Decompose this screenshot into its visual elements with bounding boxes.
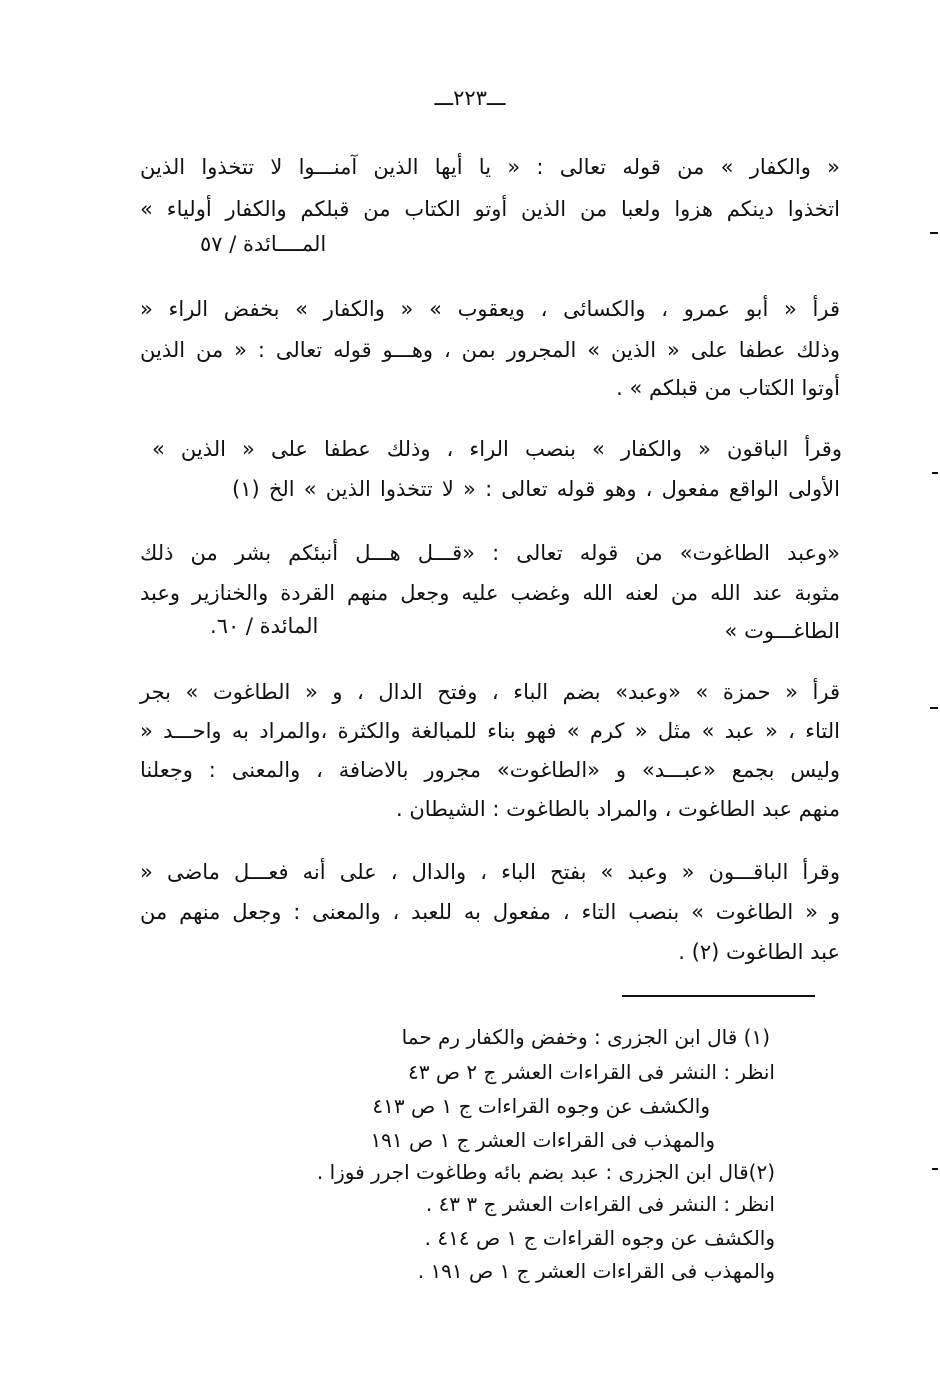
footnote-line: والكشف عن وجوه القراءات ج ١ ص ٤١٤ . [424, 1226, 775, 1250]
body-line: منهم عبد الطاغوت ، والمراد بالطاغوت : الشيطان . [395, 797, 840, 821]
body-line: قرأ « حمزة » «وعبد» بضم الباء ، وفتح الدال ، و « الطاغوت » بجر [140, 680, 840, 704]
footnote-line: انظر : النشر فى القراءات العشر ج ٢ ص ٤٣ [408, 1060, 775, 1084]
body-line: قرأ « أبو عمرو ، والكسائى ، ويعقوب » « والكفار » بخفض الراء « [140, 297, 840, 321]
body-line: التاء ، « عبد » مثل « كرم » فهو بناء للمبالغة والكثرة ،والمراد به واحـــد « [140, 719, 840, 743]
body-line: أوتوا الكتاب من قبلكم » . [616, 376, 840, 400]
quran-reference: المــــائدة / ٥٧ [200, 232, 327, 256]
scan-mark [932, 472, 938, 474]
page-number: ـــ٢٢٣ـــ [434, 86, 506, 110]
scan-mark [930, 232, 938, 234]
body-line: الطاغـــوت » [724, 619, 840, 643]
body-line: مثوبة عند الله من لعنه الله وغضب عليه وجعل منهم القردة والخنازير وعبد [140, 581, 840, 605]
footnote-line: (٢)قال ابن الجزرى : عبد بضم بائه وطاغوت اجرر فوزا . [316, 1160, 775, 1184]
body-line: وليس بجمع «عبـــد» و «الطاغوت» مجرور بالاضافة ، والمعنى : وجعلنا [140, 758, 840, 782]
body-line: وقرأ الباقـــون « وعبد » بفتح الباء ، والدال ، على أنه فعـــل ماضى « [140, 860, 840, 884]
body-line: « والكفار » من قوله تعالى : « يا أيها الذين آمنـــوا لا تتخذوا الذين [140, 155, 840, 179]
footnote-line: (١) قال ابن الجزرى : وخفض والكفار رم حما [401, 1025, 770, 1049]
scan-mark [932, 1168, 938, 1170]
footnote-line: انظر : النشر فى القراءات العشر ج ٣ ٤٣ . [425, 1192, 775, 1216]
body-line: «وعبد الطاغوت» من قوله تعالى : «قـــل هـــل أنبئكم بشر من ذلك [140, 541, 840, 565]
body-line: و « الطاغوت » بنصب التاء ، مفعول به للعبد ، والمعنى : وجعل منهم من [140, 900, 840, 924]
body-line: الأولى الواقع مفعول ، وهو قوله تعالى : « لا تتخذوا الذين » الخ (١) [232, 477, 840, 501]
quran-reference: المائدة / ٦٠. [210, 614, 319, 638]
footnote-separator [622, 995, 815, 997]
scan-mark [930, 707, 938, 709]
body-line: اتخذوا دينكم هزوا ولعبا من الذين أوتو الكتاب من قبلكم والكفار أولياء » [140, 197, 840, 221]
body-line: عبد الطاغوت (٢) . [678, 940, 840, 964]
body-line: وقرأ الباقون « والكفار » بنصب الراء ، وذلك عطفا على « الذين » [152, 437, 842, 461]
body-line: وذلك عطفا على « الذين » المجرور بمن ، وهـــو قوله تعالى : « من الذين [140, 338, 840, 362]
footnote-line: والمهذب فى القراءات العشر ج ١ ص ١٩١ [370, 1128, 715, 1152]
footnote-line: والمهذب فى القراءات العشر ج ١ ص ١٩١ . [417, 1259, 775, 1283]
footnote-line: والكشف عن وجوه القراءات ج ١ ص ٤١٣ [372, 1094, 710, 1118]
